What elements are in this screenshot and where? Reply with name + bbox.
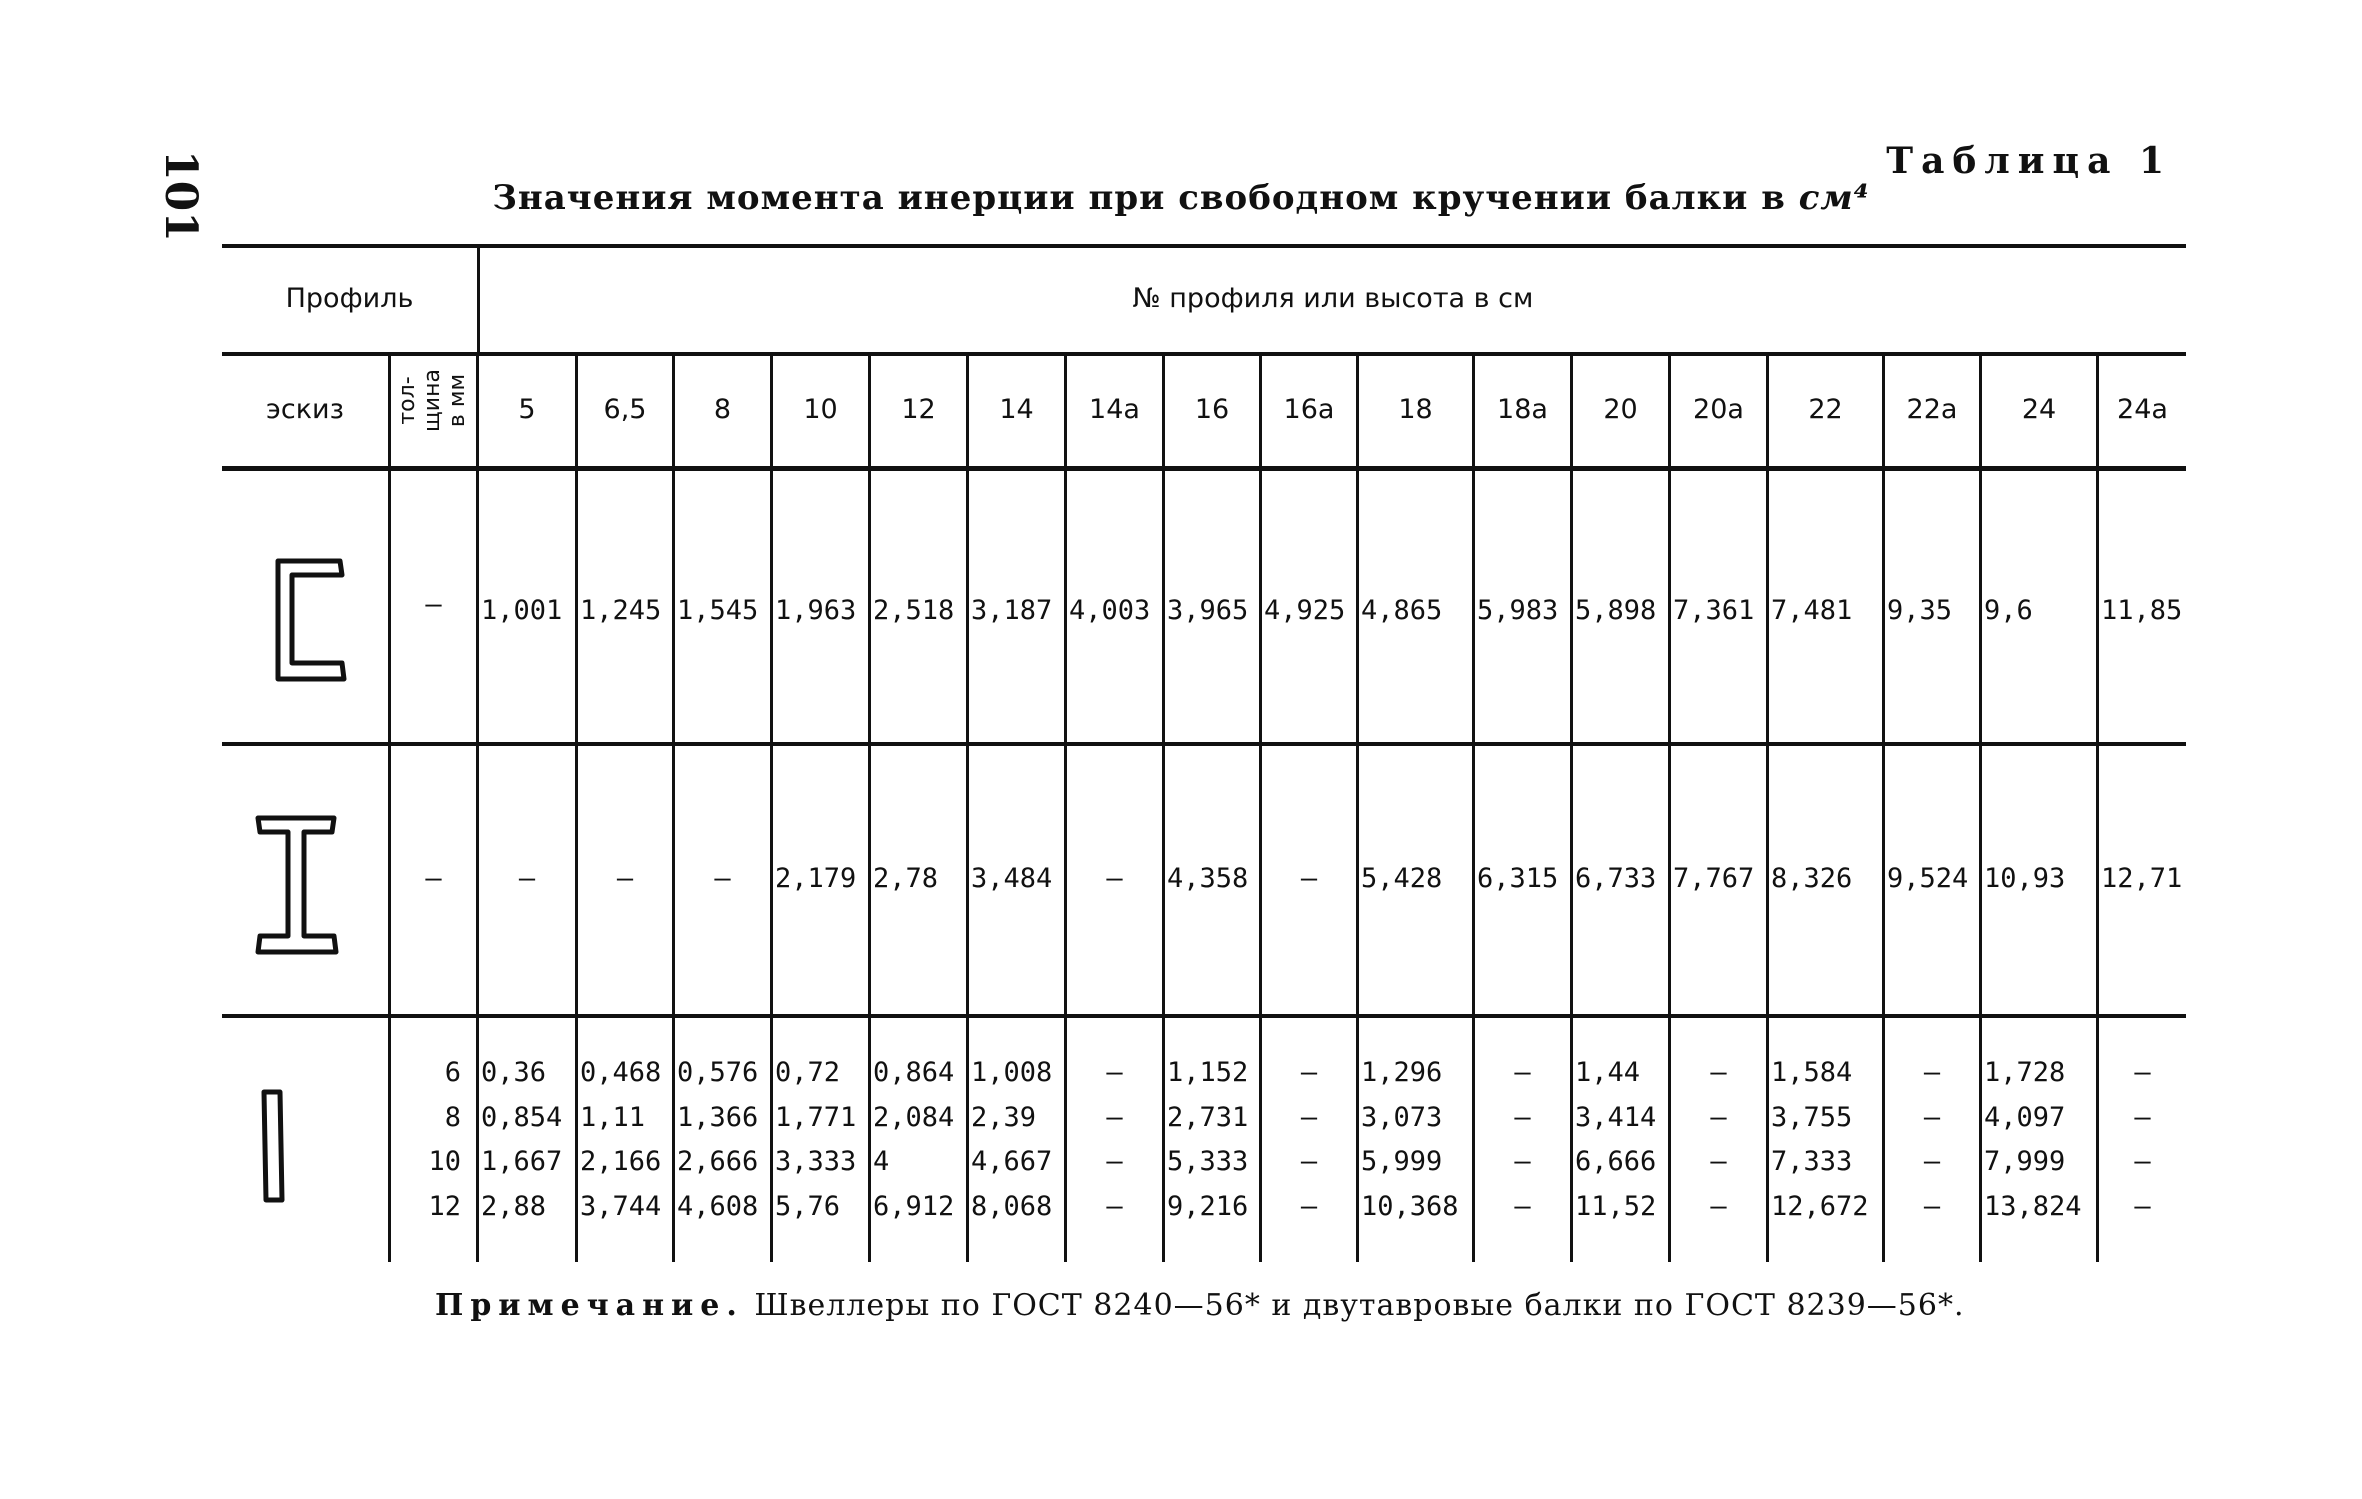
table-cell: —: [616, 862, 634, 894]
table-cell: —: [2134, 1190, 2151, 1222]
table-cell: 4,358: [1167, 862, 1249, 894]
column-header: 24а: [2117, 393, 2168, 425]
table-cell: 2,88: [481, 1190, 547, 1222]
table-cell: 0,72: [775, 1056, 841, 1088]
column-header: 8: [713, 393, 732, 425]
table-title-unit: см⁴: [1798, 178, 1870, 218]
table-cell: —: [1300, 862, 1318, 894]
table-cell: —: [1514, 1101, 1531, 1133]
table-cell: —: [1106, 1145, 1123, 1177]
table-label: Таблица 1: [1886, 140, 2172, 182]
table-cell: 1,584: [1771, 1056, 1853, 1088]
table-cell: 3,755: [1771, 1101, 1853, 1133]
table-cell: 6,315: [1477, 862, 1559, 894]
table-note: [435, 1288, 1965, 1323]
table-cell: 2,666: [677, 1145, 759, 1177]
i-beam-profile-icon: [252, 810, 342, 960]
table-cell: 3,965: [1167, 594, 1249, 626]
table-cell: 1,728: [1984, 1056, 2066, 1088]
row-thickness: 8: [444, 1101, 461, 1133]
table-cell: 8,326: [1771, 862, 1853, 894]
row-thickness: 10: [428, 1145, 461, 1177]
table-cell: 4: [873, 1145, 890, 1177]
table-cell: —: [1106, 1056, 1123, 1088]
table-cell: —: [1710, 1056, 1727, 1088]
table-cell: 6,912: [873, 1190, 955, 1222]
table-cell: —: [1106, 862, 1123, 894]
header-sketch: эскиз: [266, 393, 344, 425]
table-cell: 7,481: [1771, 594, 1853, 626]
table-cell: 1,44: [1575, 1056, 1641, 1088]
table-cell: 2,78: [873, 862, 939, 894]
table-cell: 3,744: [580, 1190, 662, 1222]
table-cell: 2,518: [873, 594, 955, 626]
column-header: 12: [901, 393, 936, 425]
table-cell: 2,39: [971, 1101, 1037, 1133]
table-cell: —: [1300, 1145, 1318, 1177]
table-cell: 6,666: [1575, 1145, 1657, 1177]
row-thickness: —: [425, 862, 442, 894]
table-cell: 3,484: [971, 862, 1053, 894]
flat-strip-profile-icon: [258, 1088, 288, 1204]
table-cell: 9,524: [1887, 862, 1969, 894]
table-cell: 5,898: [1575, 594, 1657, 626]
table-cell: 10,368: [1361, 1190, 1459, 1222]
column-header: 18: [1398, 393, 1433, 425]
table-cell: 1,152: [1167, 1056, 1249, 1088]
table-cell: —: [1106, 1190, 1123, 1222]
table-cell: 2,166: [580, 1145, 662, 1177]
table-cell: 3,333: [775, 1145, 857, 1177]
table-cell: —: [1923, 1101, 1941, 1133]
header-thickness-label: тол- щина в мм: [394, 368, 470, 432]
column-header: 18а: [1497, 393, 1548, 425]
table-cell: —: [1710, 1101, 1727, 1133]
table-cell: 11,85: [2101, 594, 2183, 626]
table-cell: —: [1106, 1101, 1123, 1133]
table-cell: 5,428: [1361, 862, 1443, 894]
table-cell: —: [1923, 1056, 1941, 1088]
table-cell: 7,767: [1673, 862, 1755, 894]
table-cell: —: [714, 862, 731, 894]
table-cell: 12,672: [1771, 1190, 1869, 1222]
table-cell: —: [2134, 1056, 2151, 1088]
table-cell: 1,11: [580, 1101, 646, 1133]
column-header: 22: [1808, 393, 1843, 425]
table-title-text: Значения момента инерции при свободном кручении балки в: [492, 178, 1786, 218]
table-cell: 2,084: [873, 1101, 955, 1133]
table-cell: 1,245: [580, 594, 662, 626]
table-cell: —: [1300, 1056, 1318, 1088]
table-cell: 3,073: [1361, 1101, 1443, 1133]
column-header: 5: [518, 393, 536, 425]
column-header: 10: [803, 393, 838, 425]
table-cell: 0,576: [677, 1056, 759, 1088]
column-header: 14а: [1089, 393, 1140, 425]
table-cell: —: [1710, 1190, 1727, 1222]
table-cell: 0,864: [873, 1056, 955, 1088]
column-header: 22а: [1906, 393, 1958, 425]
table-cell: 1,001: [481, 594, 563, 626]
table-cell: 7,999: [1984, 1145, 2066, 1177]
table-cell: 7,333: [1771, 1145, 1853, 1177]
table-cell: 3,187: [971, 594, 1053, 626]
table-cell: —: [2134, 1145, 2151, 1177]
table-cell: 1,667: [481, 1145, 563, 1177]
column-header: 14: [999, 393, 1034, 425]
table-cell: —: [1514, 1190, 1531, 1222]
table-cell: —: [1710, 1145, 1727, 1177]
table-cell: 2,179: [775, 862, 857, 894]
table-cell: 8,068: [971, 1190, 1053, 1222]
table-cell: 11,52: [1575, 1190, 1657, 1222]
column-header: 16а: [1283, 393, 1335, 425]
table-cell: 4,608: [677, 1190, 759, 1222]
table-cell: —: [1300, 1190, 1318, 1222]
channel-profile-icon: [270, 555, 350, 685]
table-cell: 6,733: [1575, 862, 1657, 894]
table-cell: 1,545: [677, 594, 759, 626]
table-cell: —: [1923, 1145, 1941, 1177]
table-cell: 0,468: [580, 1056, 662, 1088]
row-thickness: 12: [428, 1190, 461, 1222]
table-cell: —: [1300, 1101, 1318, 1133]
note-lead: Примечание.: [435, 1288, 744, 1323]
table-cell: 5,76: [775, 1190, 841, 1222]
column-header: 16: [1194, 393, 1230, 425]
table-cell: 0,854: [481, 1101, 563, 1133]
table-cell: 5,983: [1477, 594, 1559, 626]
table-cell: —: [1514, 1145, 1531, 1177]
table-cell: 12,71: [2101, 862, 2183, 894]
table-cell: 9,216: [1167, 1190, 1249, 1222]
table-rule: [222, 466, 2186, 471]
table-cell: 3,414: [1575, 1101, 1657, 1133]
table-cell: 4,667: [971, 1145, 1053, 1177]
column-header: 20а: [1693, 393, 1744, 425]
table-cell: 13,824: [1984, 1190, 2082, 1222]
column-header: 6,5: [603, 393, 647, 425]
header-profile-numbers: № профиля или высота в см: [1132, 282, 1534, 314]
note-text: Швеллеры по ГОСТ 8240—56* и двутавровые балки по ГОСТ 8239—56*.: [754, 1288, 1965, 1323]
table-rule: [222, 1014, 2186, 1018]
table-cell: 5,333: [1167, 1145, 1249, 1177]
table-cell: 1,296: [1361, 1056, 1443, 1088]
table-cell: 10,93: [1984, 862, 2066, 894]
header-profile: Профиль: [285, 282, 414, 314]
column-header: 20: [1603, 393, 1638, 425]
table-cell: 1,366: [677, 1101, 759, 1133]
table-cell: —: [1923, 1190, 1941, 1222]
table-cell: 1,008: [971, 1056, 1053, 1088]
table-cell: 4,003: [1069, 594, 1151, 626]
table-cell: —: [518, 862, 536, 894]
table-cell: 4,865: [1361, 594, 1443, 626]
table-cell: 1,963: [775, 594, 857, 626]
table-cell: 2,731: [1167, 1101, 1249, 1133]
column-header: 24: [2021, 393, 2057, 425]
table-cell: —: [1514, 1056, 1531, 1088]
table-cell: 4,097: [1984, 1101, 2066, 1133]
table-cell: 0,36: [481, 1056, 547, 1088]
table-title: [0, 178, 2362, 218]
row-thickness: —: [425, 588, 442, 620]
table-cell: 1,771: [775, 1101, 857, 1133]
table-cell: —: [2134, 1101, 2151, 1133]
page-number: 101: [155, 150, 206, 242]
row-thickness: 6: [444, 1056, 461, 1088]
table-cell: 5,999: [1361, 1145, 1443, 1177]
table-cell: 7,361: [1673, 594, 1755, 626]
table-cell: 9,35: [1887, 594, 1953, 626]
header-thickness: [388, 346, 476, 454]
table-cell: 9,6: [1984, 594, 2033, 626]
table-cell: 4,925: [1264, 594, 1346, 626]
